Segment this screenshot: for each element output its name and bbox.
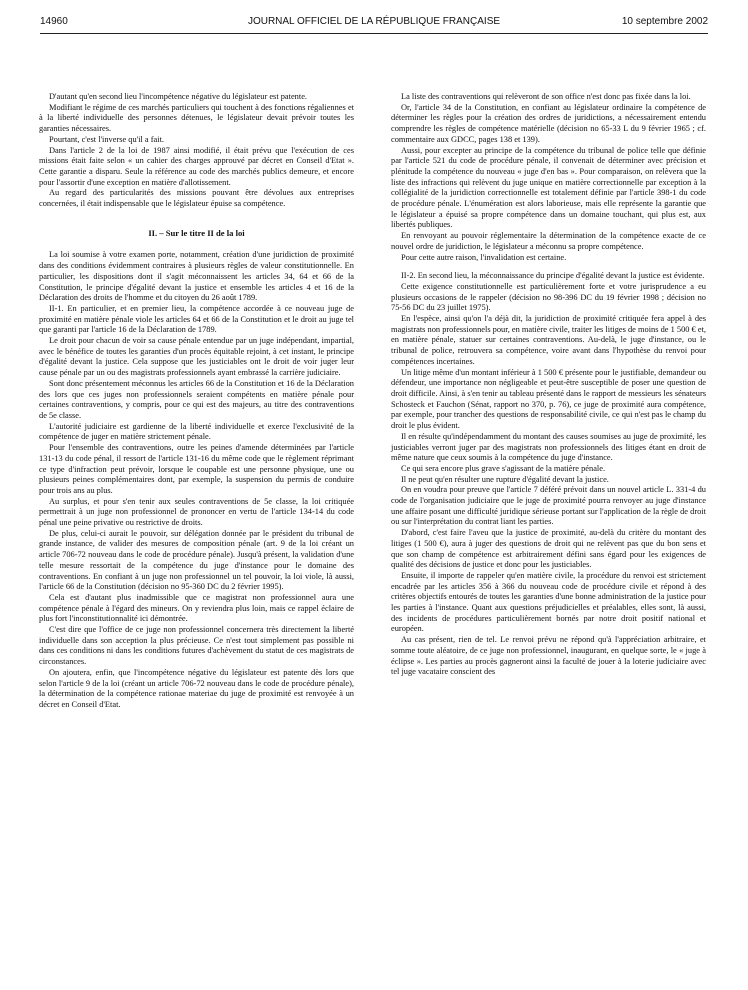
paragraph: La loi soumise à votre examen porte, notamment, création d'une juridiction de proximité dans des conditions évidemment contraires à plusieurs règles de valeur constitutionnelle. En particulier, les dispositions dont il s'agit méconnaissent les articles 34, 64 et 66 de la Constitution, le principe d'égalité devant la justice et ensemble les articles 4 et 16 de la Déclaration des droits de l'homme et du citoyen du 26 août 1789. [39, 250, 354, 303]
paragraph: Cette exigence constitutionnelle est particulièrement forte et votre jurisprudence a eu plusieurs occasions de le rappeler (décision no 98-396 DC du 19 février 1998 ; décision no 75-56 DC du 23 juillet 1975). [391, 281, 706, 313]
paragraph: Au surplus, et pour s'en tenir aux seules contraventions de 5e classe, la loi critiquée permettrait à un juge non professionnel de prononcer en vertu de l'article 134-14 du code pénal une peine privative ou restrictive de droits. [39, 496, 354, 528]
paragraph: Ce qui sera encore plus grave s'agissant de la matière pénale. [401, 463, 606, 473]
paragraph: En l'espèce, ainsi qu'on l'a déjà dit, la juridiction de proximité critiquée fera appel à des magistrats non professionnels pour, en matière civile, traiter les litiges de moins de 1 500 € et, en matière pénale, statuer sur certaines contraventions. Au-delà, le juge d'instance, ou le tribunal de police, retrouvera sa compétence, voire avant dans l'hypothèse du renvoi pour compétences incertaines. [391, 314, 706, 366]
section-heading: II. – Sur le titre II de la loi [148, 227, 245, 238]
paragraph: Pour l'ensemble des contraventions, outre les peines d'amende déterminées par l'article 131-13 du code pénal, il ressort de l'article 131-16 du même code que le règlement réprimant ce type d'infraction peut prévoir, lorsque le coupable est une personne physique, une ou plusieurs peines complémentaires dont, par exemple, la suspension du permis de conduire pour trois ans au plus. [39, 443, 354, 495]
paragraph: Modifiant le régime de ces marchés particuliers qui touchent à des fonctions régaliennes et à la liberté individuelle des personnes détenues, le législateur devait prévoir toutes les garanties nécessaires. [39, 102, 354, 134]
page-header [40, 16, 708, 32]
publication-date: 10 septembre 2002 [621, 16, 708, 27]
paragraph: Or, l'article 34 de la Constitution, en confiant au législateur ordinaire la compétence de déterminer les règles pour la création des ordres de juridictions, a nécessairement entendu comprendre les règles de compétence matérielle (décision no 65-33 L du 9 février 1965 ; cf. commentaire aux GDCC, pages 138 et 139). [391, 102, 706, 144]
paragraph: Au cas présent, rien de tel. Le renvoi prévu ne répond qu'à l'appréciation arbitraire, et somme toute aléatoire, de ce juge non professionnel, inaugurant, en quelque sorte, le « juge à éclipse ». Les parties au procès gagneront ainsi la faculté de jouer à la loterie judiciaire avec tel juge vacataire conscient des [391, 635, 706, 677]
paragraph: L'autorité judiciaire est gardienne de la liberté individuelle et exerce l'exclusivité de la compétence de juger en matière strictement pénale. [39, 421, 354, 442]
paragraph: De plus, celui-ci aurait le pouvoir, sur délégation donnée par le président du tribunal de grande instance, de valider des mesures de composition pénale (art. 9 de la loi créant un article 706-72 nouveau dans le code de procédure pénale). Jusqu'à présent, la validation d'une telle mesure ressortait de la compétence du juge d'instance pour le domaine des contraventions. En confiant à un juge non professionnel un tel pouvoir, la loi viole, là aussi, l'article 66 de la Constitution (décision no 95-360 DC du 2 février 1995). [39, 528, 354, 592]
paragraph: D'abord, c'est faire l'aveu que la justice de proximité, au-delà du critère du montant des litiges (1 500 €), aura à juger des questions de droit qui ne relèvent pas que du bon sens et que son champ de compétence est arbitrairement défini sans égard pour les exigences de qualité des décisions de justice et donc pour les justiciables. [391, 528, 706, 570]
paragraph: Au regard des particularités des missions pouvant être dévolues aux entreprises concernées, il était indispensable que le législateur épuise sa compétence. [39, 188, 354, 209]
left-column [39, 92, 354, 711]
paragraph: Cela est d'autant plus inadmissible que ce magistrat non professionnel aura une compétence pénale à l'égard des mineurs. On y reviendra plus loin, mais ce rappel éclaire de plus fort l'inconstitutionnalité ici démontrée. [39, 592, 354, 624]
paragraph: Il en résulte qu'indépendamment du montant des causes soumises au juge de proximité, les justiciables verront juger par des magistrats non professionnels des litiges étant en droit de même nature que ceux soumis à la compétence du juge d'instance. [391, 431, 706, 463]
header-rule [40, 33, 708, 34]
paragraph: Le droit pour chacun de voir sa cause pénale entendue par un juge indépendant, impartial, avec le bénéfice de toutes les garanties d'un procès équitable rejoint, à cet instant, le principe d'égalité devant la justice. Cela suppose que les justiciables ont le droit de voir juger leur cause pénale par un ou des magistrats professionnels ayant embrassé la carrière judiciaire. [39, 336, 354, 378]
paragraph: Sont donc présentement méconnus les articles 66 de la Constitution et 16 de la Déclaration des lors que ces juges non professionnels seraient compétents en matière pénale pour certaines contraventions, y compris, pour ce qui est des majeurs, au titre des contraventions de 5e classe. [39, 378, 354, 420]
paragraph: II-2. En second lieu, la méconnaissance du principe d'égalité devant la justice est évidente. [401, 271, 705, 281]
paragraph: On ajoutera, enfin, que l'incompétence négative du législateur est patente dès lors que selon l'article 9 de la loi (créant un article 706-72 nouveau dans le code de procédure pénale), la détermination de la compétence rationae materiae du juge de proximité est renvoyée à un décret en Conseil d'Etat. [39, 667, 354, 709]
right-column [391, 92, 706, 678]
paragraph: Aussi, pour excepter au principe de la compétence du tribunal de police telle que définie par l'article 521 du code de procédure pénale, il convenait de déterminer avec précision et plénitude la compétence du nouveau « juge d'en bas ». Pour comparaison, on relèvera que la liste des infractions qui relèvent du juge unique en matière correctionnelle par exception à la collégialité de la juridiction correctionnelle est totalement définie par l'article 398-1 du code de procédure pénale. L'énumération est alors laborieuse, mais elle représente la garantie que le législateur a épuisé sa propre compétence dans un domaine touchant, qui plus est, aux libertés publiques. [391, 145, 706, 230]
page-number: 14960 [40, 16, 68, 27]
paragraph: Il ne peut qu'en résulter une rupture d'égalité devant la justice. [401, 474, 609, 484]
paragraph: On en voudra pour preuve que l'article 7 déféré prévoit dans un nouvel article L. 331-4 du code de l'organisation judiciaire que le juge de proximité pourra renvoyer au juge d'instance une affaire posant une difficulté juridique sérieuse portant sur l'application de la règle de droit ou sur l'interprétation du contrat liant les parties. [391, 485, 706, 527]
paragraph: C'est dire que l'office de ce juge non professionnel concernera très directement la liberté individuelle dans son acception la plus précieuse. Ce n'est tout simplement pas possible ni dans ces conditions ni dans les conditions futures d'achèvement du statut de ces magistrats de circonstances. [39, 625, 354, 667]
paragraph: Dans l'article 2 de la loi de 1987 ainsi modifié, il était prévu que l'exécution de ces missions était faite selon « un cahier des charges approuvé par décret en Conseil d'Etat ». Cette garantie a disparu. Seule la référence au code des marchés publics demeure, et encore pour l'assortir d'une exception en matière d'allotissement. [39, 145, 354, 187]
paragraph: Pourtant, c'est l'inverse qu'il a fait. [49, 134, 165, 144]
paragraph-spacer [391, 263, 706, 271]
paragraph: II-1. En particulier, et en premier lieu, la compétence accordée à ce nouveau juge de proximité en matière pénale viole les articles 64 et 66 de la Constitution et le droit au juge tel que garanti par l'article 16 de la Déclaration de 1789. [39, 303, 354, 335]
paragraph: Pour cette autre raison, l'invalidation est certaine. [401, 252, 567, 262]
paragraph: La liste des contraventions qui relèveront de son office n'est donc pas fixée dans la loi. [401, 92, 691, 101]
paragraph: En renvoyant au pouvoir réglementaire la détermination de la compétence exacte de ce nouvel ordre de juridiction, le législateur a méconnu sa propre compétence. [391, 231, 706, 251]
paragraph: D'autant qu'en second lieu l'incompétence négative du législateur est patente. [49, 92, 308, 101]
paragraph: Un litige même d'un montant inférieur à 1 500 € présente pour le justifiable, demandeur ou défendeur, une importance non négligeable et peut-être susceptible de poser une question de droit difficile. Ainsi, à s'en tenir au tableau présenté dans le rapport de messieurs les sénateurs Schosteck et Fauchon (Sénat, rapport no 370, p. 76), ce juge de proximité aura compétence, par exemple, pour trancher des questions de responsabilité civile, ce qui n'est pas le champ du droit le plus évident. [391, 367, 706, 431]
paragraph: Ensuite, il importe de rappeler qu'en matière civile, la procédure du renvoi est strictement encadrée par les articles 356 à 366 du nouveau code de procédure civile et répond à des critères objectifs entourés de toutes les garanties d'une bonne administration de la justice pour les parties à l'instance. Quant aux questions préjudicielles et préalables, elles sont, là aussi, des incidents de procédures particulièrement bornés par notre droit positif national et européen. [391, 570, 706, 634]
journal-title: JOURNAL OFFICIEL DE LA RÉPUBLIQUE FRANÇAISE [247, 16, 501, 27]
